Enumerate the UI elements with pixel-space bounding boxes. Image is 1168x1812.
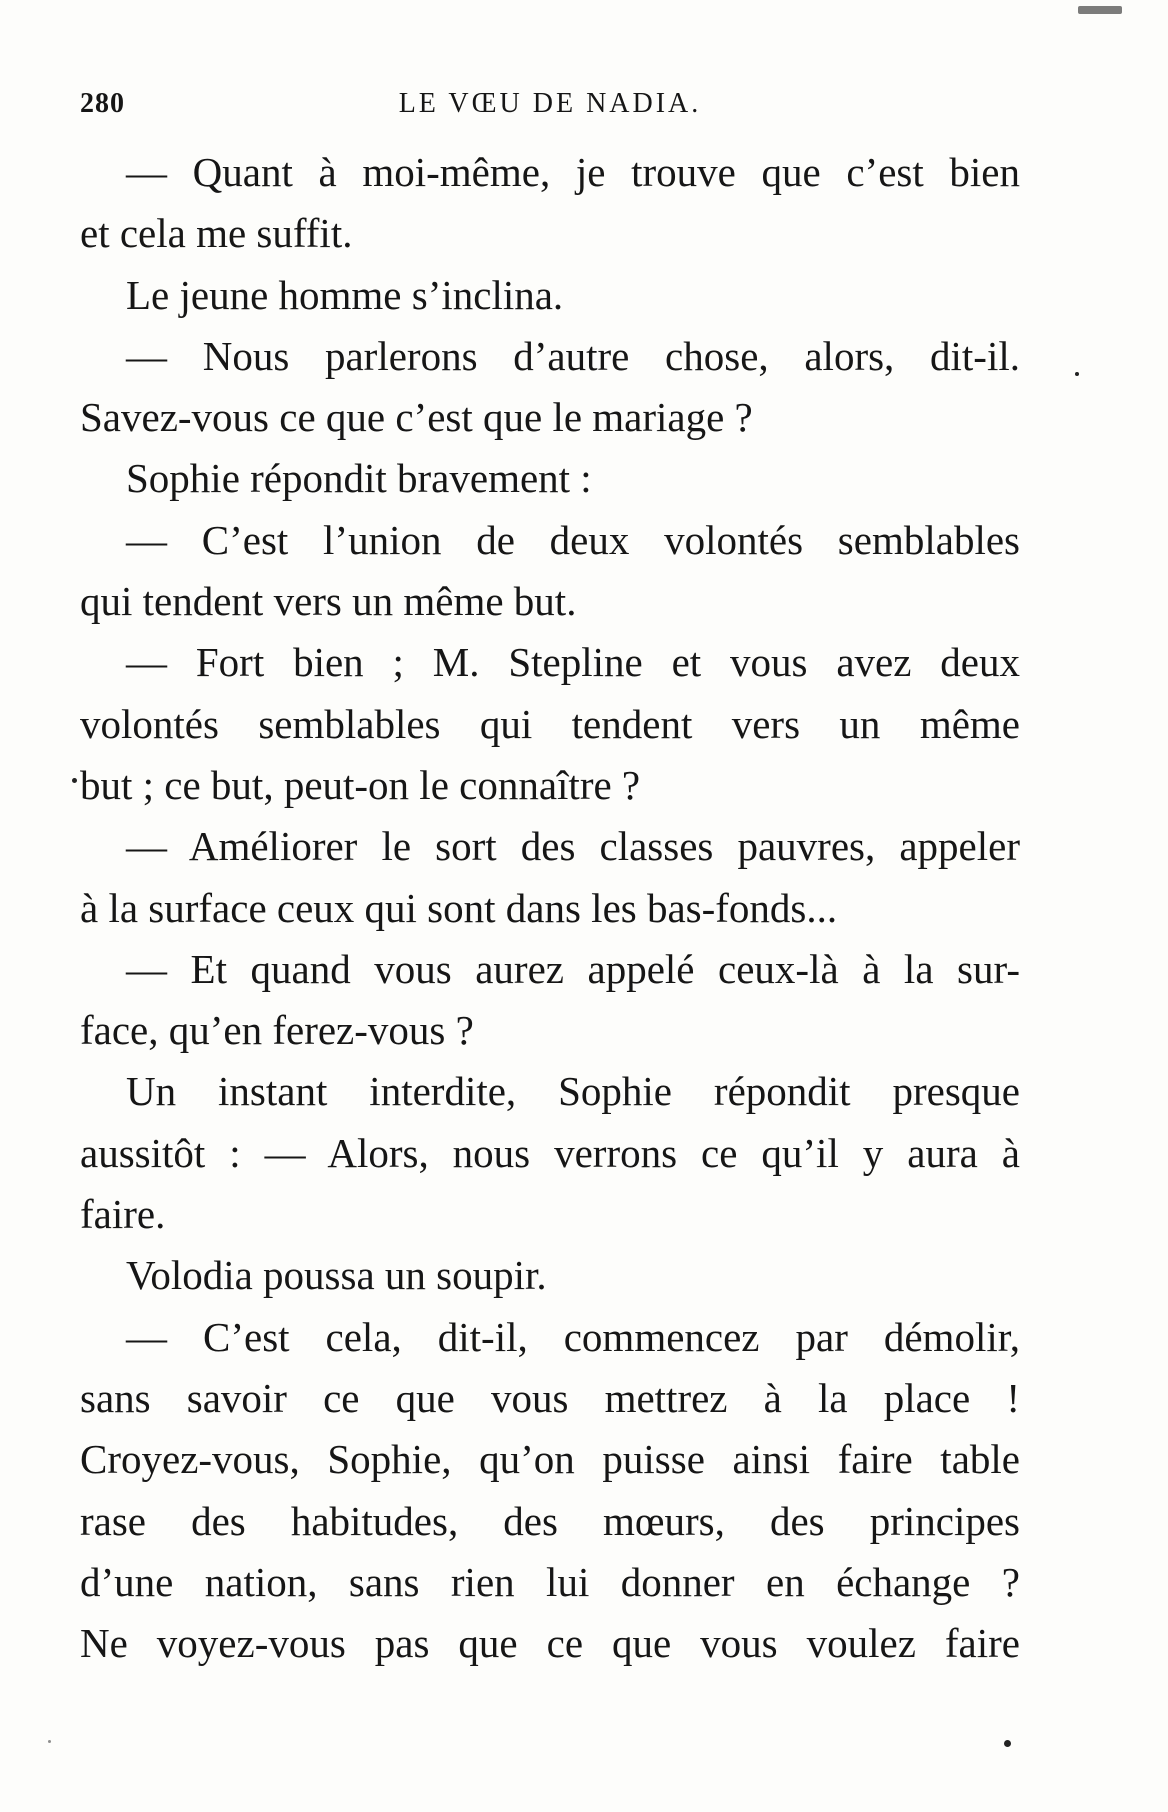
scan-speck (1004, 1740, 1011, 1747)
running-title: LE VŒU DE NADIA. (398, 88, 702, 119)
text-line: qui tendent vers un même but. (80, 578, 577, 625)
text-line: rase des habitudes, des mœurs, des principes (80, 1497, 1020, 1544)
text-line: — C’est cela, dit-il, commencez par démolir, (126, 1313, 1020, 1360)
text-line: — Améliorer le sort des classes pauvres, appeler (126, 823, 1020, 870)
running-header (80, 88, 1020, 128)
text-line: aussitôt : — Alors, nous verrons ce qu’il y aura à (80, 1129, 1020, 1176)
page-number: 280 (80, 88, 125, 119)
text-line: volontés semblables qui tendent vers un même (80, 700, 1020, 747)
text-line: Croyez-vous, Sophie, qu’on puisse ainsi faire table (80, 1436, 1020, 1483)
scan-speck (1075, 372, 1079, 376)
text-line: Le jeune homme s’inclina. (126, 271, 564, 318)
text-line: — Nous parlerons d’autre chose, alors, dit-il. (126, 332, 1020, 379)
text-line: d’une nation, sans rien lui donner en échange ? (80, 1558, 1020, 1605)
text-line: — Et quand vous aurez appelé ceux-là à la sur- (126, 945, 1020, 992)
text-line: et cela me suffit. (80, 210, 353, 257)
text-line: Volodia poussa un soupir. (126, 1252, 547, 1299)
text-line: Savez-vous ce que c’est que le mariage ? (80, 394, 753, 441)
body-text (80, 142, 1020, 1674)
scan-speck (72, 778, 77, 783)
scan-speck (48, 1740, 51, 1743)
text-line: but ; ce but, peut-on le connaître ? (80, 761, 641, 808)
text-line: à la surface ceux qui sont dans les bas-fonds... (80, 884, 838, 931)
scan-artifact (1078, 6, 1122, 14)
text-line: Ne voyez-vous pas que ce que vous voulez faire (80, 1620, 1020, 1667)
text-line: sans savoir ce que vous mettrez à la place ! (80, 1374, 1020, 1421)
text-line: face, qu’en ferez-vous ? (80, 1007, 474, 1054)
text-line: Un instant interdite, Sophie répondit presque (126, 1068, 1020, 1115)
text-line: — Fort bien ; M. Stepline et vous avez deux (126, 639, 1020, 686)
text-line: Sophie répondit bravement : (126, 455, 592, 502)
text-line: — C’est l’union de deux volontés semblables (126, 516, 1020, 563)
text-line: faire. (80, 1191, 166, 1238)
text-line: — Quant à moi-même, je trouve que c’est bien (126, 149, 1020, 195)
